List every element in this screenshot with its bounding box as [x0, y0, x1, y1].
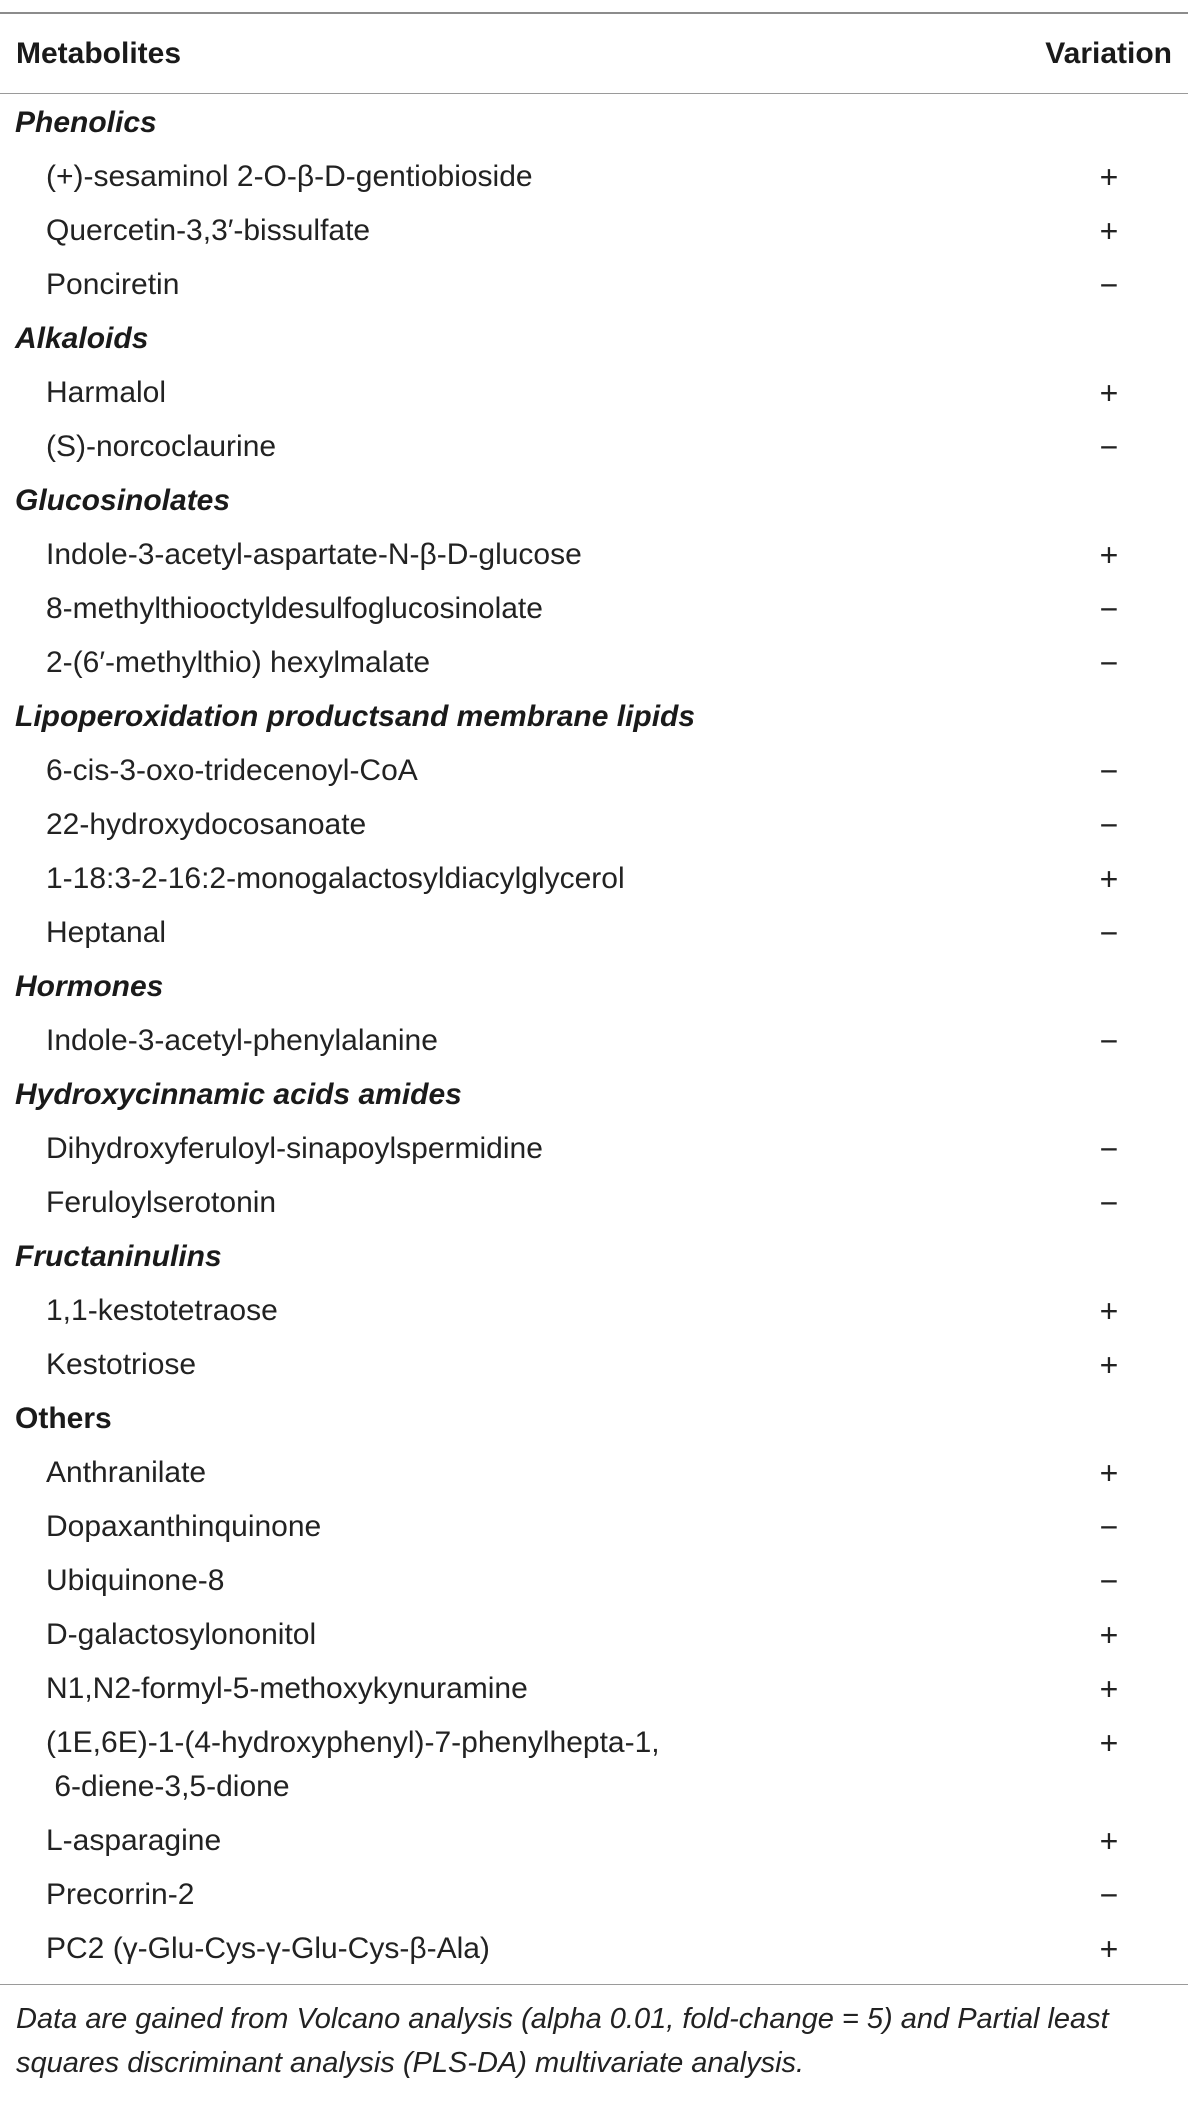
table-row: [0, 1554, 1188, 1608]
table-row: [0, 852, 1188, 906]
metabolite-name: D-galactosylononitol: [46, 1618, 317, 1651]
metabolite-name: Ubiquinone-8: [46, 1564, 225, 1597]
category-heading: Glucosinolates: [15, 484, 231, 517]
metabolite-name: 2-(6′-methylthio) hexylmalate: [46, 646, 431, 679]
table-row: [0, 528, 1188, 582]
variation-sign: −: [1099, 591, 1119, 627]
variation-sign: −: [1099, 429, 1119, 465]
category-heading: Hormones: [15, 970, 164, 1003]
table-row: [0, 1284, 1188, 1338]
table-row: [0, 1716, 1188, 1814]
metabolite-name: 22-hydroxydocosanoate: [46, 808, 367, 841]
variation-sign: +: [1099, 159, 1119, 195]
table-row: [0, 1446, 1188, 1500]
metabolite-name: Heptanal: [46, 916, 167, 949]
variation-sign: −: [1099, 1563, 1119, 1599]
table-footnote: Data are gained from Volcano analysis (alpha 0.01, fold-change = 5) and Partial least squares discriminant analysis (PLS-DA) multivariate analysis.: [16, 2003, 1109, 2079]
variation-sign: +: [1099, 861, 1119, 897]
metabolite-name: Precorrin-2: [46, 1878, 195, 1911]
variation-sign: −: [1099, 1509, 1119, 1545]
variation-sign: +: [1099, 537, 1119, 573]
table-row: [0, 258, 1188, 312]
variation-sign: −: [1099, 645, 1119, 681]
variation-sign: +: [1099, 1617, 1119, 1653]
metabolite-name: Indole-3-acetyl-phenylalanine: [46, 1024, 438, 1057]
table-row: [0, 906, 1188, 960]
variation-sign: −: [1099, 1023, 1119, 1059]
variation-sign: +: [1099, 375, 1119, 411]
metabolite-name: 1-18:3-2-16:2-monogalactosyldiacylglycerol: [46, 862, 625, 895]
metabolite-name: Quercetin-3,3′-bissulfate: [46, 214, 371, 247]
table-row: [0, 1608, 1188, 1662]
metabolite-name: Anthranilate: [46, 1456, 207, 1489]
variation-sign: −: [1099, 915, 1119, 951]
metabolite-name: Kestotriose: [46, 1348, 197, 1381]
table-row: [0, 1922, 1188, 1976]
variation-sign: +: [1099, 1347, 1119, 1383]
metabolite-name: (1E,6E)-1-(4-hydroxyphenyl)-7-phenylhepta-1, 6-diene-3,5-dione: [46, 1726, 660, 1803]
header-variation: Variation: [1045, 36, 1172, 70]
header-metabolites: Metabolites: [16, 36, 182, 70]
variation-sign: +: [1099, 213, 1119, 249]
table-row: [0, 636, 1188, 690]
table-row: [0, 150, 1188, 204]
table-row: [0, 1868, 1188, 1922]
table-row: [0, 1814, 1188, 1868]
metabolite-name: Dihydroxyferuloyl-sinapoylspermidine: [46, 1132, 543, 1165]
metabolite-name: N1,N2-formyl-5-methoxykynuramine: [46, 1672, 528, 1705]
category-heading: Others: [15, 1402, 112, 1435]
variation-sign: +: [1099, 1931, 1119, 1967]
category-heading: Fructaninulins: [15, 1240, 222, 1273]
metabolite-name: Indole-3-acetyl-aspartate-N-β-D-glucose: [46, 538, 582, 571]
table-row: [0, 582, 1188, 636]
metabolite-name: Ponciretin: [46, 268, 180, 301]
table-row: [0, 744, 1188, 798]
category-heading: Phenolics: [15, 106, 157, 139]
variation-sign: +: [1099, 1823, 1119, 1859]
table-row: [0, 366, 1188, 420]
variation-sign: −: [1099, 267, 1119, 303]
metabolites-table: [0, 12, 1188, 2085]
metabolite-name: 8-methylthiooctyldesulfoglucosinolate: [46, 592, 543, 625]
table-row: [0, 1338, 1188, 1392]
metabolite-name: L-asparagine: [46, 1824, 222, 1857]
variation-sign: +: [1099, 1671, 1119, 1707]
category-heading: Lipoperoxidation productsand membrane lipids: [15, 700, 696, 733]
metabolite-name: Dopaxanthinquinone: [46, 1510, 322, 1543]
table-header: [0, 14, 1188, 93]
table-row: [0, 798, 1188, 852]
metabolite-name: (S)-norcoclaurine: [46, 430, 277, 463]
metabolite-name: 1,1-kestotetraose: [46, 1294, 278, 1327]
metabolite-name: PC2 (γ-Glu-Cys-γ-Glu-Cys-β-Ala): [46, 1932, 490, 1965]
table-row: [0, 1662, 1188, 1716]
category-heading: Hydroxycinnamic acids amides: [15, 1078, 462, 1111]
variation-sign: −: [1099, 1185, 1119, 1221]
variation-sign: −: [1099, 1877, 1119, 1913]
table-row: [0, 1176, 1188, 1230]
table-row: [0, 420, 1188, 474]
metabolite-name: (+)-sesaminol 2-O-β-D-gentiobioside: [46, 160, 533, 193]
metabolite-name: Feruloylserotonin: [46, 1186, 277, 1219]
metabolite-name: Harmalol: [46, 376, 167, 409]
variation-sign: +: [1099, 1455, 1119, 1491]
category-heading: Alkaloids: [15, 322, 149, 355]
metabolite-name: 6-cis-3-oxo-tridecenoyl-CoA: [46, 754, 418, 787]
variation-sign: −: [1099, 1131, 1119, 1167]
variation-sign: −: [1099, 753, 1119, 789]
table-body: [0, 94, 1188, 1984]
table-row: [0, 1014, 1188, 1068]
variation-sign: +: [1099, 1293, 1119, 1329]
variation-sign: +: [1099, 1725, 1119, 1761]
variation-sign: −: [1099, 807, 1119, 843]
table-row: [0, 1122, 1188, 1176]
table-row: [0, 204, 1188, 258]
table-row: [0, 1500, 1188, 1554]
